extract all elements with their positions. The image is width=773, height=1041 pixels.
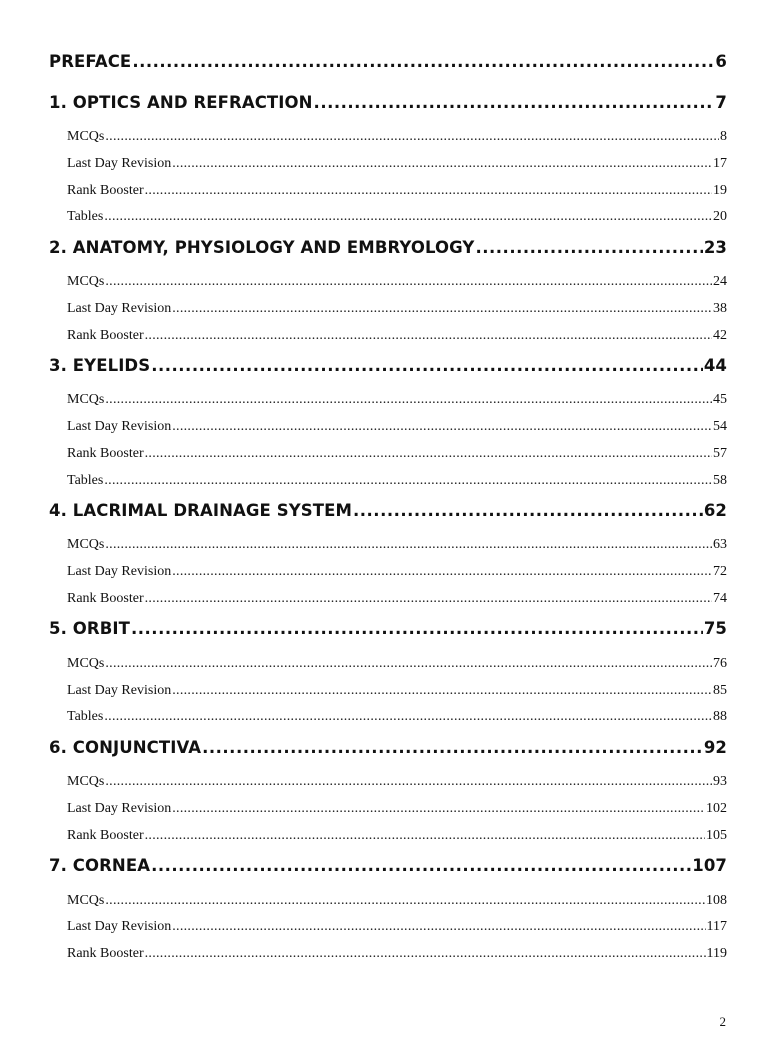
toc-section-entry[interactable] <box>49 656 727 672</box>
toc-entry-title: MCQs <box>67 656 105 671</box>
toc-chapter-entry[interactable] <box>49 619 727 638</box>
toc-entry-title: Rank Booster <box>67 946 144 961</box>
toc-entry-page: 62 <box>703 501 727 520</box>
toc-entry-title: Last Day Revision <box>67 301 172 316</box>
dot-leader <box>172 564 712 580</box>
toc-entry-page: 38 <box>713 301 727 316</box>
dot-leader <box>105 537 712 553</box>
toc-entry-page: 92 <box>703 738 727 757</box>
toc-chapter-entry[interactable] <box>49 856 727 875</box>
toc-section-entry[interactable] <box>49 419 727 435</box>
toc-section-entry[interactable] <box>49 801 727 817</box>
dot-leader <box>172 801 705 817</box>
toc-entry-title: Last Day Revision <box>67 564 172 579</box>
dot-leader <box>104 209 712 225</box>
toc-chapter-entry[interactable] <box>49 738 727 757</box>
toc-entry-page: 17 <box>713 156 727 171</box>
dot-leader <box>131 619 703 638</box>
toc-entry-page: 88 <box>713 709 727 724</box>
dot-leader <box>105 893 705 909</box>
dot-leader <box>314 93 715 112</box>
toc-section-entry[interactable] <box>49 274 727 290</box>
toc-section-entry[interactable] <box>49 209 727 225</box>
toc-entry-title: Tables <box>67 209 104 224</box>
toc-section-entry[interactable] <box>49 683 727 699</box>
dot-leader <box>353 501 703 520</box>
toc-entry-title: 7. CORNEA <box>49 856 151 875</box>
toc-entry-title: Rank Booster <box>67 328 144 343</box>
dot-leader <box>145 183 712 199</box>
toc-section-entry[interactable] <box>49 328 727 344</box>
toc-section-entry[interactable] <box>49 564 727 580</box>
dot-leader <box>145 591 712 607</box>
toc-entry-title: Last Day Revision <box>67 419 172 434</box>
toc-entry-page: 72 <box>713 564 727 579</box>
dot-leader <box>105 774 712 790</box>
toc-entry-page: 108 <box>706 893 727 908</box>
toc-section-entry[interactable] <box>49 893 727 909</box>
toc-entry-page: 76 <box>713 656 727 671</box>
toc-entry-page: 102 <box>706 801 727 816</box>
toc-entry-title: Last Day Revision <box>67 801 172 816</box>
toc-entry-page: 58 <box>713 473 727 488</box>
dot-leader <box>172 156 712 172</box>
toc-entry-title: 3. EYELIDS <box>49 356 151 375</box>
dot-leader <box>151 356 703 375</box>
toc-entry-title: Rank Booster <box>67 591 144 606</box>
toc-entry-title: 2. ANATOMY, PHYSIOLOGY AND EMBRYOLOGY <box>49 238 475 257</box>
dot-leader <box>475 238 702 257</box>
toc-section-entry[interactable] <box>49 301 727 317</box>
dot-leader <box>105 392 712 408</box>
toc-entry-title: MCQs <box>67 392 105 407</box>
toc-entry-title: Rank Booster <box>67 828 144 843</box>
toc-chapter-entry[interactable] <box>49 52 727 71</box>
dot-leader <box>172 419 712 435</box>
toc-entry-title: MCQs <box>67 774 105 789</box>
toc-section-entry[interactable] <box>49 828 727 844</box>
dot-leader <box>172 919 705 935</box>
toc-section-entry[interactable] <box>49 392 727 408</box>
toc-section-entry[interactable] <box>49 446 727 462</box>
toc-entry-page: 74 <box>713 591 727 606</box>
toc-section-entry[interactable] <box>49 183 727 199</box>
toc-entry-title: 5. ORBIT <box>49 619 130 638</box>
dot-leader <box>105 656 712 672</box>
toc-entry-title: Tables <box>67 473 104 488</box>
dot-leader <box>151 856 691 875</box>
dot-leader <box>104 473 712 489</box>
toc-entry-page: 119 <box>706 946 727 961</box>
dot-leader <box>145 328 712 344</box>
dot-leader <box>145 446 712 462</box>
toc-section-entry[interactable] <box>49 591 727 607</box>
toc-section-entry[interactable] <box>49 709 727 725</box>
dot-leader <box>145 946 706 962</box>
toc-entry-title: Rank Booster <box>67 183 144 198</box>
toc-entry-page: 7 <box>715 93 727 112</box>
dot-leader <box>105 129 719 145</box>
toc-entry-title: 6. CONJUNCTIVA <box>49 738 202 757</box>
toc-entry-page: 23 <box>703 238 727 257</box>
toc-section-entry[interactable] <box>49 473 727 489</box>
toc-section-entry[interactable] <box>49 774 727 790</box>
toc-entry-page: 107 <box>692 856 727 875</box>
toc-entry-page: 20 <box>713 209 727 224</box>
toc-entry-page: 75 <box>703 619 727 638</box>
dot-leader <box>172 301 712 317</box>
dot-leader <box>145 828 705 844</box>
dot-leader <box>202 738 703 757</box>
toc-entry-page: 24 <box>713 274 727 289</box>
toc-entry-page: 45 <box>713 392 727 407</box>
toc-entry-title: MCQs <box>67 129 105 144</box>
dot-leader <box>172 683 712 699</box>
toc-entry-title: Rank Booster <box>67 446 144 461</box>
toc-chapter-entry[interactable] <box>49 356 727 375</box>
toc-entry-title: PREFACE <box>49 52 132 71</box>
toc-entry-page: 42 <box>713 328 727 343</box>
toc-entry-page: 44 <box>703 356 727 375</box>
dot-leader <box>132 52 714 71</box>
toc-entry-title: MCQs <box>67 274 105 289</box>
toc-entry-title: Last Day Revision <box>67 683 172 698</box>
toc-section-entry[interactable] <box>49 537 727 553</box>
toc-entry-page: 93 <box>713 774 727 789</box>
toc-entry-title: Tables <box>67 709 104 724</box>
toc-section-entry[interactable] <box>49 129 727 145</box>
toc-entry-page: 6 <box>715 52 727 71</box>
toc-entry-title: Last Day Revision <box>67 919 172 934</box>
toc-entry-page: 63 <box>713 537 727 552</box>
toc-section-entry[interactable] <box>49 919 727 935</box>
toc-entry-page: 85 <box>713 683 727 698</box>
toc-chapter-entry[interactable] <box>49 93 727 112</box>
toc-entry-title: 1. OPTICS AND REFRACTION <box>49 93 313 112</box>
toc-entry-title: MCQs <box>67 537 105 552</box>
toc-entry-title: 4. LACRIMAL DRAINAGE SYSTEM <box>49 501 352 520</box>
page-number: 2 <box>719 1014 726 1029</box>
toc-chapter-entry[interactable] <box>49 238 727 257</box>
toc-section-entry[interactable] <box>49 156 727 172</box>
dot-leader <box>105 274 712 290</box>
dot-leader <box>104 709 712 725</box>
toc-entry-title: MCQs <box>67 893 105 908</box>
toc-entry-page: 19 <box>713 183 727 198</box>
toc-entry-title: Last Day Revision <box>67 156 172 171</box>
toc-entry-page: 8 <box>720 129 727 144</box>
toc-entry-page: 117 <box>706 919 727 934</box>
toc-entry-page: 105 <box>706 828 727 843</box>
toc-section-entry[interactable] <box>49 946 727 962</box>
toc-entry-page: 57 <box>713 446 727 461</box>
toc-chapter-entry[interactable] <box>49 501 727 520</box>
toc-entry-page: 54 <box>713 419 727 434</box>
